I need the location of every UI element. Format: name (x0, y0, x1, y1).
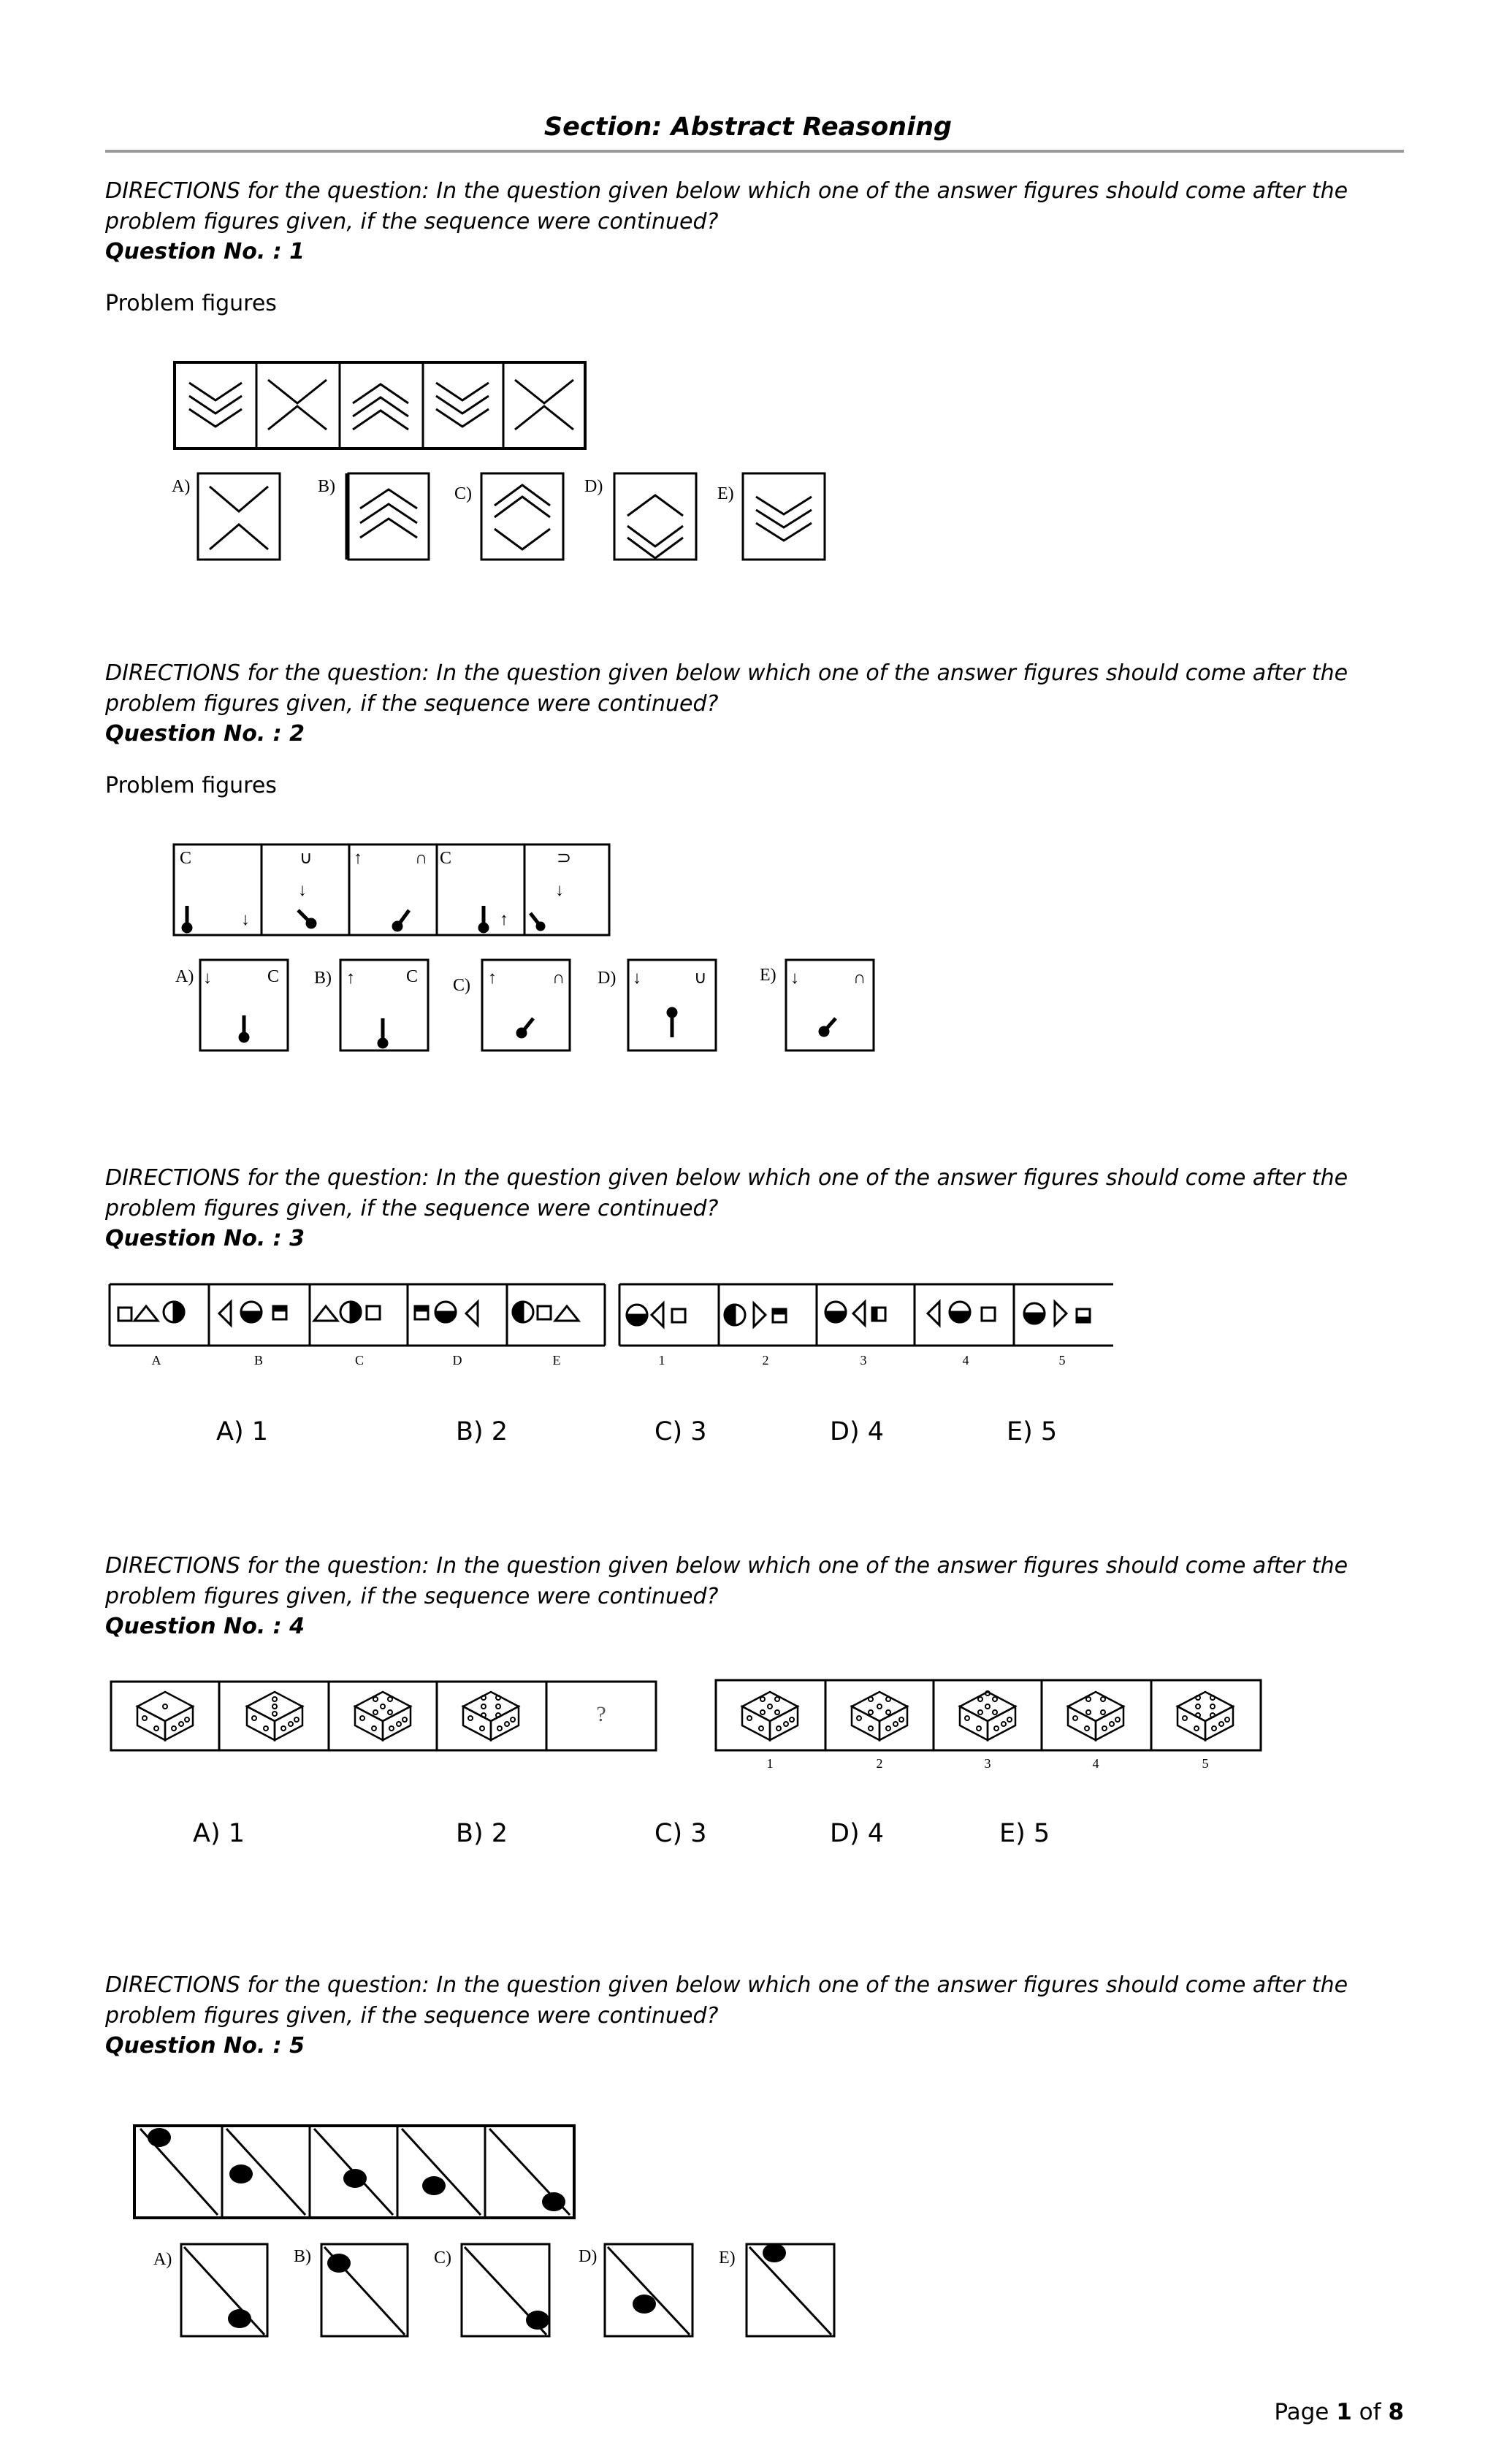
q5-directions: DIRECTIONS for the question: In the question given below which one of the answer figures should come after the problem figures given, if the sequence were continued? (105, 1972, 1348, 2029)
page-current: 1 (1336, 2399, 1352, 2425)
q5-number: Question No. : 5 (105, 2033, 305, 2059)
q3-option-e[interactable]: E) 5 (1007, 1417, 1058, 1446)
q2-option-e-label: E) (760, 966, 776, 985)
q4-figures (108, 1677, 1270, 1780)
q2-b-c-glyph: C (406, 967, 419, 986)
q2-problem-label: Problem figures (105, 773, 277, 798)
q2-figures (168, 840, 898, 1059)
q4-answer-die-5 (1178, 1692, 1233, 1740)
q1-problem-figure-2 (268, 380, 327, 430)
q3-option-b[interactable]: B) 2 (456, 1417, 508, 1446)
q3-answer-label-1: 1 (658, 1353, 665, 1368)
q2-c-glyph: C (180, 849, 192, 868)
q1-problem-label: Problem figures (105, 291, 277, 316)
q4-option-d[interactable]: D) 4 (830, 1819, 884, 1848)
q4-option-c[interactable]: C) 3 (654, 1819, 707, 1848)
q3-option-c[interactable]: C) 3 (654, 1417, 707, 1446)
q3-fig-label-b: B (253, 1353, 264, 1368)
q1-option-b-label: B) (318, 477, 335, 496)
q2-d-cup-glyph: ∪ (694, 969, 707, 988)
q2-directions: DIRECTIONS for the question: In the question given below which one of the answer figures should come after the problem figures given, if the sequence were continued? (105, 660, 1348, 717)
q2-a-c-glyph: C (267, 967, 280, 986)
q2-cap-glyph: ∩ (415, 849, 428, 868)
q1-answer-figure-d (627, 495, 683, 558)
q4-answer-die-4 (1068, 1692, 1123, 1740)
q1-figures (172, 358, 829, 570)
q1-answer-figure-e (756, 497, 812, 541)
q5-option-a-label: A) (153, 2250, 172, 2269)
q4-answer-label-1: 1 (766, 1756, 774, 1771)
q5-figures (131, 2118, 847, 2352)
q5-option-b-label: B) (294, 2247, 311, 2266)
q2-d-down-arrow: ↓ (633, 969, 641, 988)
q2-option-a-label: A) (175, 967, 194, 986)
title-divider (105, 150, 1404, 153)
page-prefix: Page (1274, 2399, 1329, 2425)
q3-fig-label-d: D (452, 1353, 462, 1368)
q1-option-c-label: C) (454, 484, 472, 503)
q2-e-down-arrow: ↓ (790, 969, 799, 988)
q1-directions: DIRECTIONS for the question: In the question given below which one of the answer figures should come after the problem figures given, if the sequence were continued? (105, 178, 1348, 234)
q5-option-d-label: D) (579, 2247, 598, 2266)
q3-option-d[interactable]: D) 4 (830, 1417, 884, 1446)
q4-answer-die-3 (960, 1691, 1015, 1740)
q1-problem-figure-3 (353, 384, 408, 430)
q2-option-d-label: D) (598, 969, 617, 988)
q2-c-cap-glyph: ∩ (552, 969, 565, 988)
q4-answer-die-2 (852, 1692, 907, 1740)
q2-option-b-label: B) (314, 969, 332, 988)
q2-number: Question No. : 2 (105, 721, 305, 747)
q4-die-3 (355, 1692, 411, 1740)
q2-down-arrow-glyph-3: ↓ (298, 881, 307, 900)
q2-a-down-arrow: ↓ (203, 969, 212, 988)
page-total: 8 (1388, 2399, 1404, 2425)
q1-answer-figure-c (495, 485, 550, 549)
q3-fig-label-e: E (552, 1353, 561, 1368)
section-title: Section: Abstract Reasoning (543, 112, 953, 142)
q1-number: Question No. : 1 (105, 239, 305, 264)
q2-down-arrow-glyph: ↓ (555, 881, 564, 900)
q3-option-a[interactable]: A) 1 (216, 1417, 268, 1446)
q1-option-d-label: D) (584, 477, 603, 496)
q3-directions: DIRECTIONS for the question: In the question given below which one of the answer figures should come after the problem figures given, if the sequence were continued? (105, 1165, 1348, 1221)
q4-option-a[interactable]: A) 1 (193, 1819, 245, 1848)
q4-option-e[interactable]: E) 5 (999, 1819, 1050, 1848)
q3-number: Question No. : 3 (105, 1226, 305, 1251)
q3-figures (108, 1278, 1123, 1373)
q4-answer-die-1 (742, 1692, 798, 1740)
q1-answer-figure-b (360, 489, 417, 538)
page-of: of (1359, 2399, 1381, 2425)
q4-die-4 (463, 1692, 519, 1740)
q2-cup-glyph: ∪ (299, 849, 313, 868)
q4-option-b[interactable]: B) 2 (456, 1819, 508, 1848)
q2-b-up-arrow: ↑ (346, 969, 355, 988)
q5-option-c-label: C) (434, 2249, 451, 2267)
q1-problem-figure-4 (436, 383, 489, 427)
q2-c-glyph-2: C (440, 849, 452, 868)
q1-answer-figure-a (210, 487, 268, 549)
q3-answer-label-5: 5 (1058, 1353, 1066, 1368)
q3-fig-label-a: A (151, 1353, 161, 1368)
q3-answer-label-3: 3 (860, 1353, 867, 1368)
q5-option-e-label: E) (719, 2249, 736, 2267)
q2-up-arrow-glyph: ↑ (354, 849, 362, 868)
q3-answer-label-4: 4 (962, 1353, 969, 1368)
q4-directions: DIRECTIONS for the question: In the question given below which one of the answer figures should come after the problem figures given, if the sequence were continued? (105, 1553, 1348, 1609)
q4-answer-label-3: 3 (984, 1756, 991, 1771)
q1-option-a-label: A) (172, 477, 191, 496)
q4-question-mark: ? (596, 1702, 606, 1726)
q1-option-e-label: E) (717, 484, 734, 503)
q2-option-c-label: C) (453, 976, 470, 995)
q4-die-2 (247, 1692, 302, 1740)
q3-answer-label-2: 2 (762, 1353, 769, 1368)
q4-answer-label-4: 4 (1092, 1756, 1099, 1771)
q3-fig-label-c: C (354, 1353, 365, 1368)
q4-answer-label-5: 5 (1202, 1756, 1209, 1771)
q1-problem-figure-5 (515, 380, 573, 430)
q2-e-cap-glyph: ∩ (853, 969, 866, 988)
q2-c-up-arrow: ↑ (488, 969, 497, 988)
q2-up-arrow-glyph-2: ↑ (500, 910, 508, 929)
q4-die-1 (137, 1692, 193, 1740)
page-indicator (1274, 2399, 1404, 2425)
q2-down-arrow-glyph-2: ↓ (241, 910, 250, 929)
q4-number: Question No. : 4 (105, 1614, 305, 1639)
q4-answer-label-2: 2 (876, 1756, 883, 1771)
q1-problem-figure-1 (189, 383, 242, 427)
q2-superset-glyph: ⊃ (557, 849, 572, 868)
